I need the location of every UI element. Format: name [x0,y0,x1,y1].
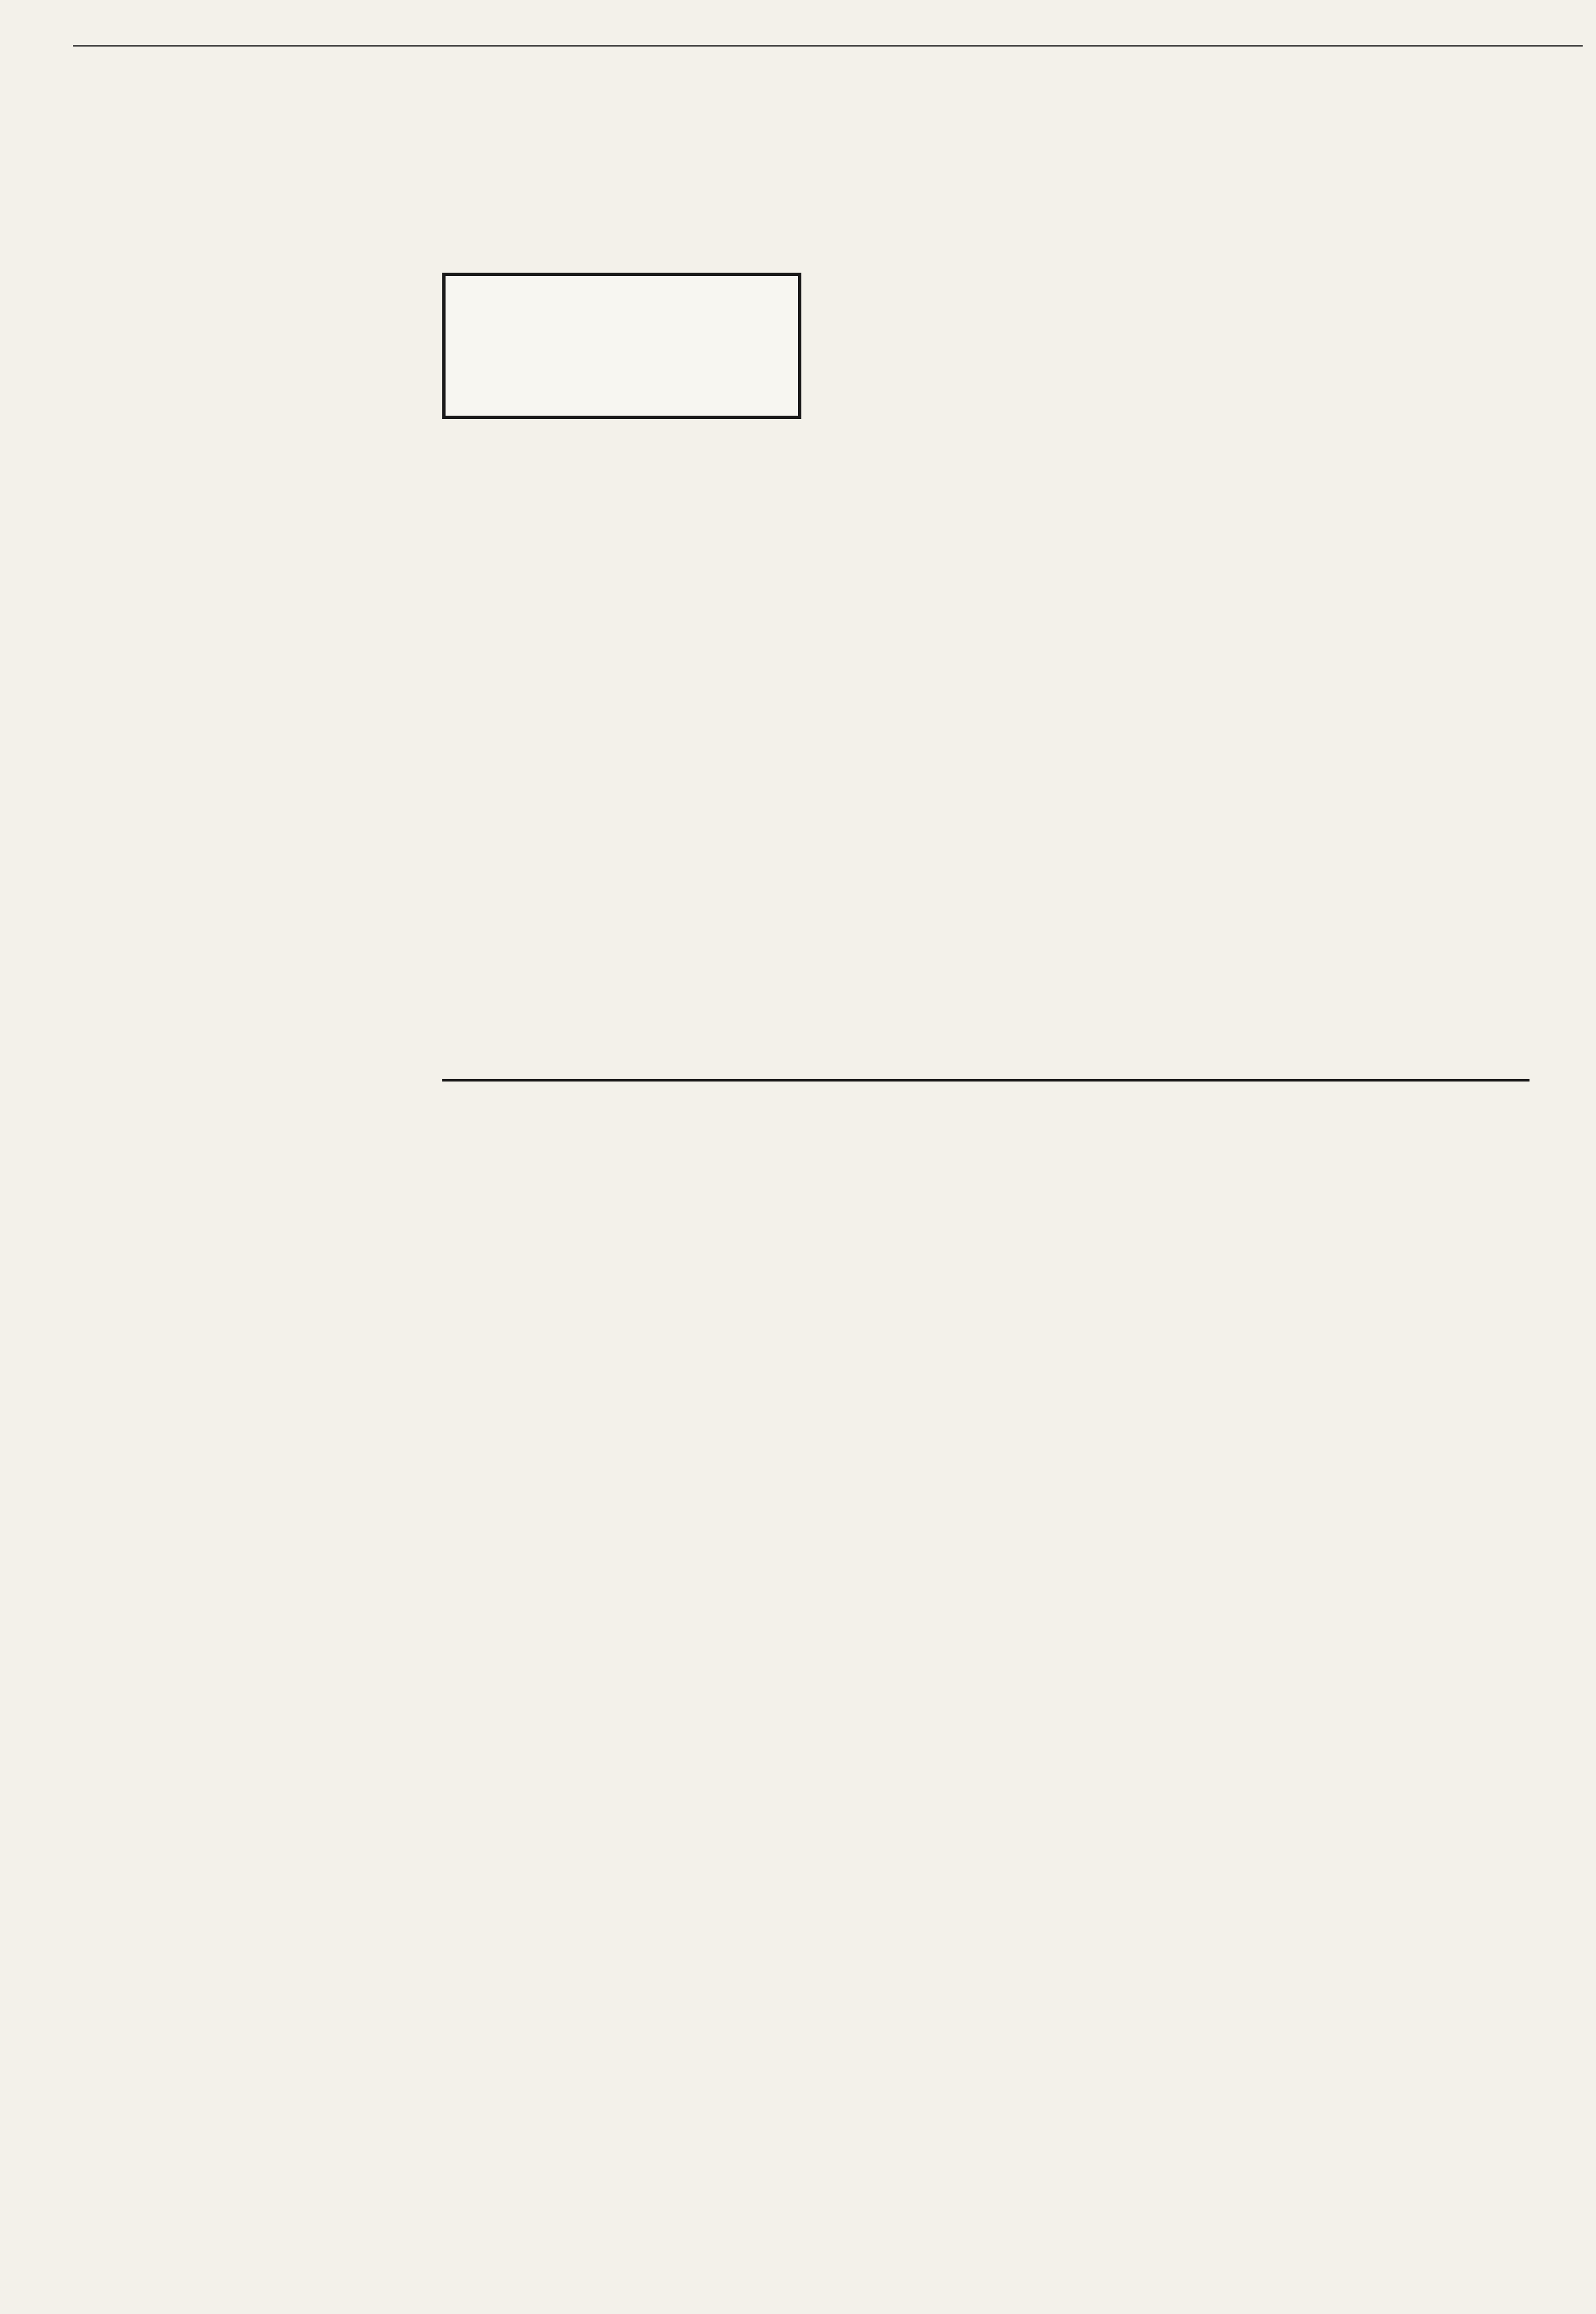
stivaktakis-balance [442,432,1167,1071]
section-rule [442,1079,1530,1082]
akti-balance [442,1085,1530,2296]
header-rule [73,45,1583,47]
property-ad [442,273,801,419]
sales-section [808,64,1167,67]
